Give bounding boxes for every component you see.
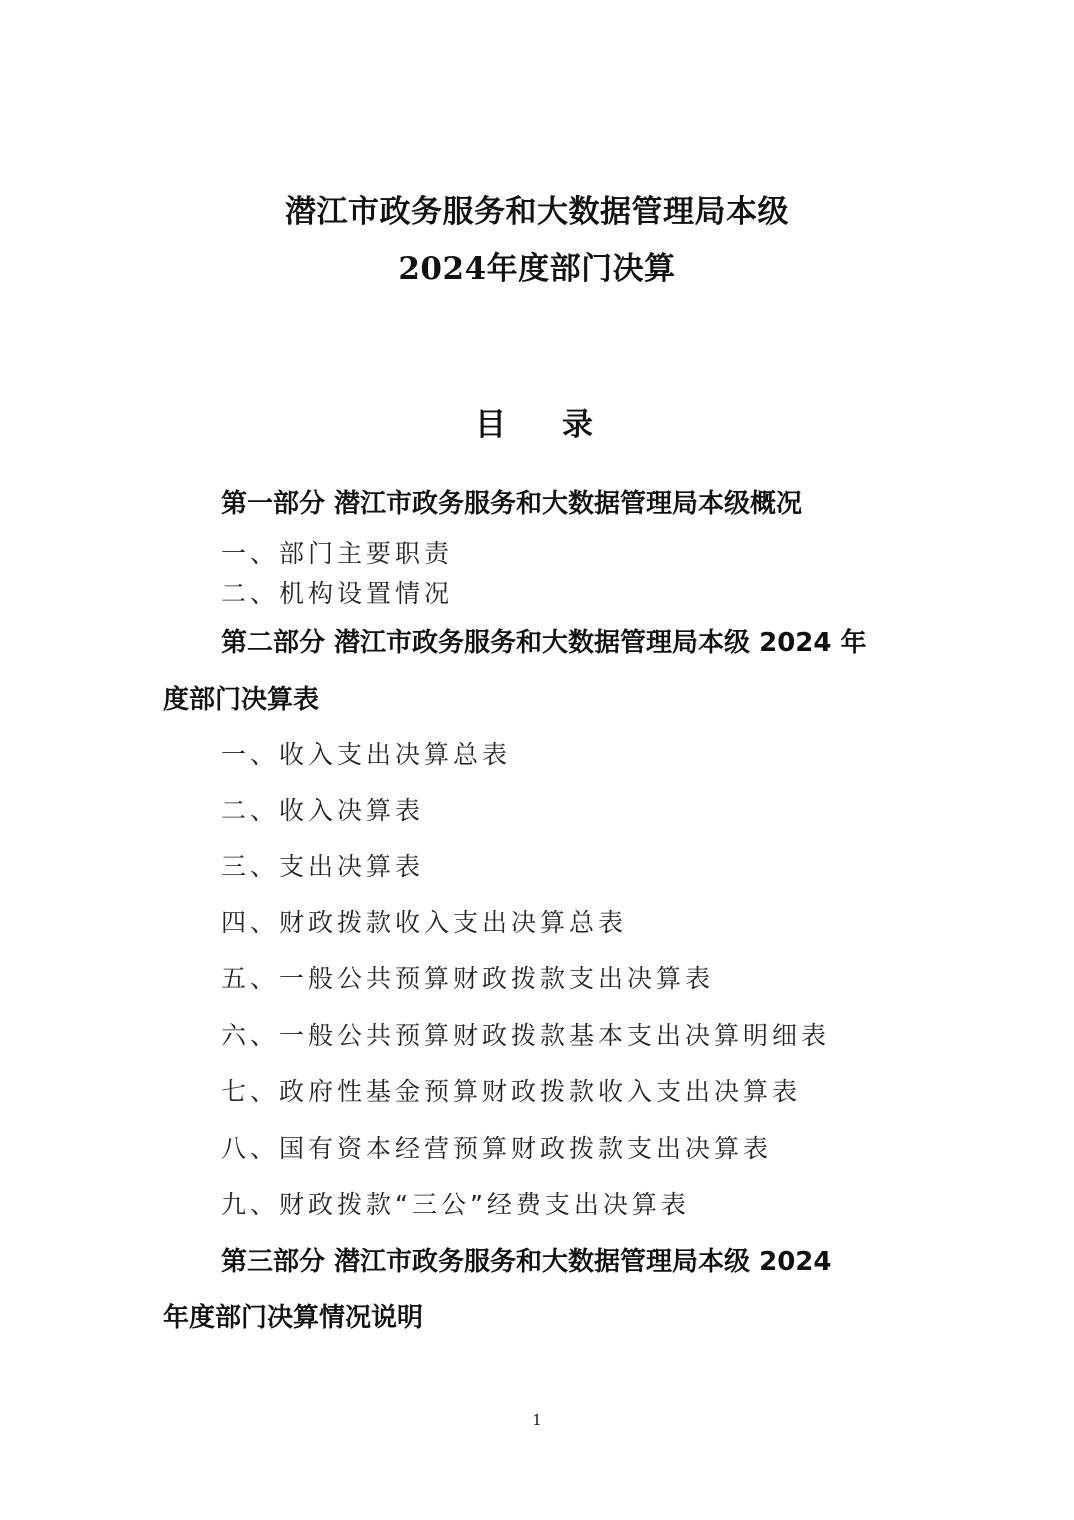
- toc-part2-label-line2: 度部门决算表: [163, 685, 320, 715]
- toc-heading: 目录: [475, 407, 649, 443]
- toc-part2-item: 四、财政拨款收入支出决算总表: [221, 908, 628, 937]
- toc-part2-item: 五、一般公共预算财政拨款支出决算表: [221, 964, 715, 993]
- toc-part2-item: 三、支出决算表: [221, 852, 425, 881]
- toc-part1-label: 第一部分 潜江市政务服务和大数据管理局本级概况: [221, 489, 803, 519]
- toc-part1-item: 二、机构设置情况: [221, 579, 454, 608]
- toc-part3-label-line2: 年度部门决算情况说明: [163, 1303, 424, 1333]
- toc-part1-item: 一、部门主要职责: [221, 539, 454, 568]
- document-title-line2: 2024年度部门决算: [398, 251, 676, 287]
- page-number: 1: [532, 1411, 542, 1429]
- toc-part2-item: 一、收入支出决算总表: [221, 740, 512, 769]
- toc-part2-item: 七、政府性基金预算财政拨款收入支出决算表: [221, 1077, 802, 1106]
- document-title-line1: 潜江市政务服务和大数据管理局本级: [285, 194, 789, 230]
- toc-part2-item: 二、收入决算表: [221, 796, 425, 825]
- toc-part2-item: 八、国有资本经营预算财政拨款支出决算表: [221, 1134, 773, 1163]
- toc-part2-label-line1: 第二部分 潜江市政务服务和大数据管理局本级 2024 年: [221, 628, 867, 658]
- toc-part2-item: 九、财政拨款“三公”经费支出决算表: [221, 1190, 690, 1219]
- toc-part3-label-line1: 第三部分 潜江市政务服务和大数据管理局本级 2024: [221, 1247, 832, 1277]
- toc-part2-item: 六、一般公共预算财政拨款基本支出决算明细表: [221, 1021, 831, 1050]
